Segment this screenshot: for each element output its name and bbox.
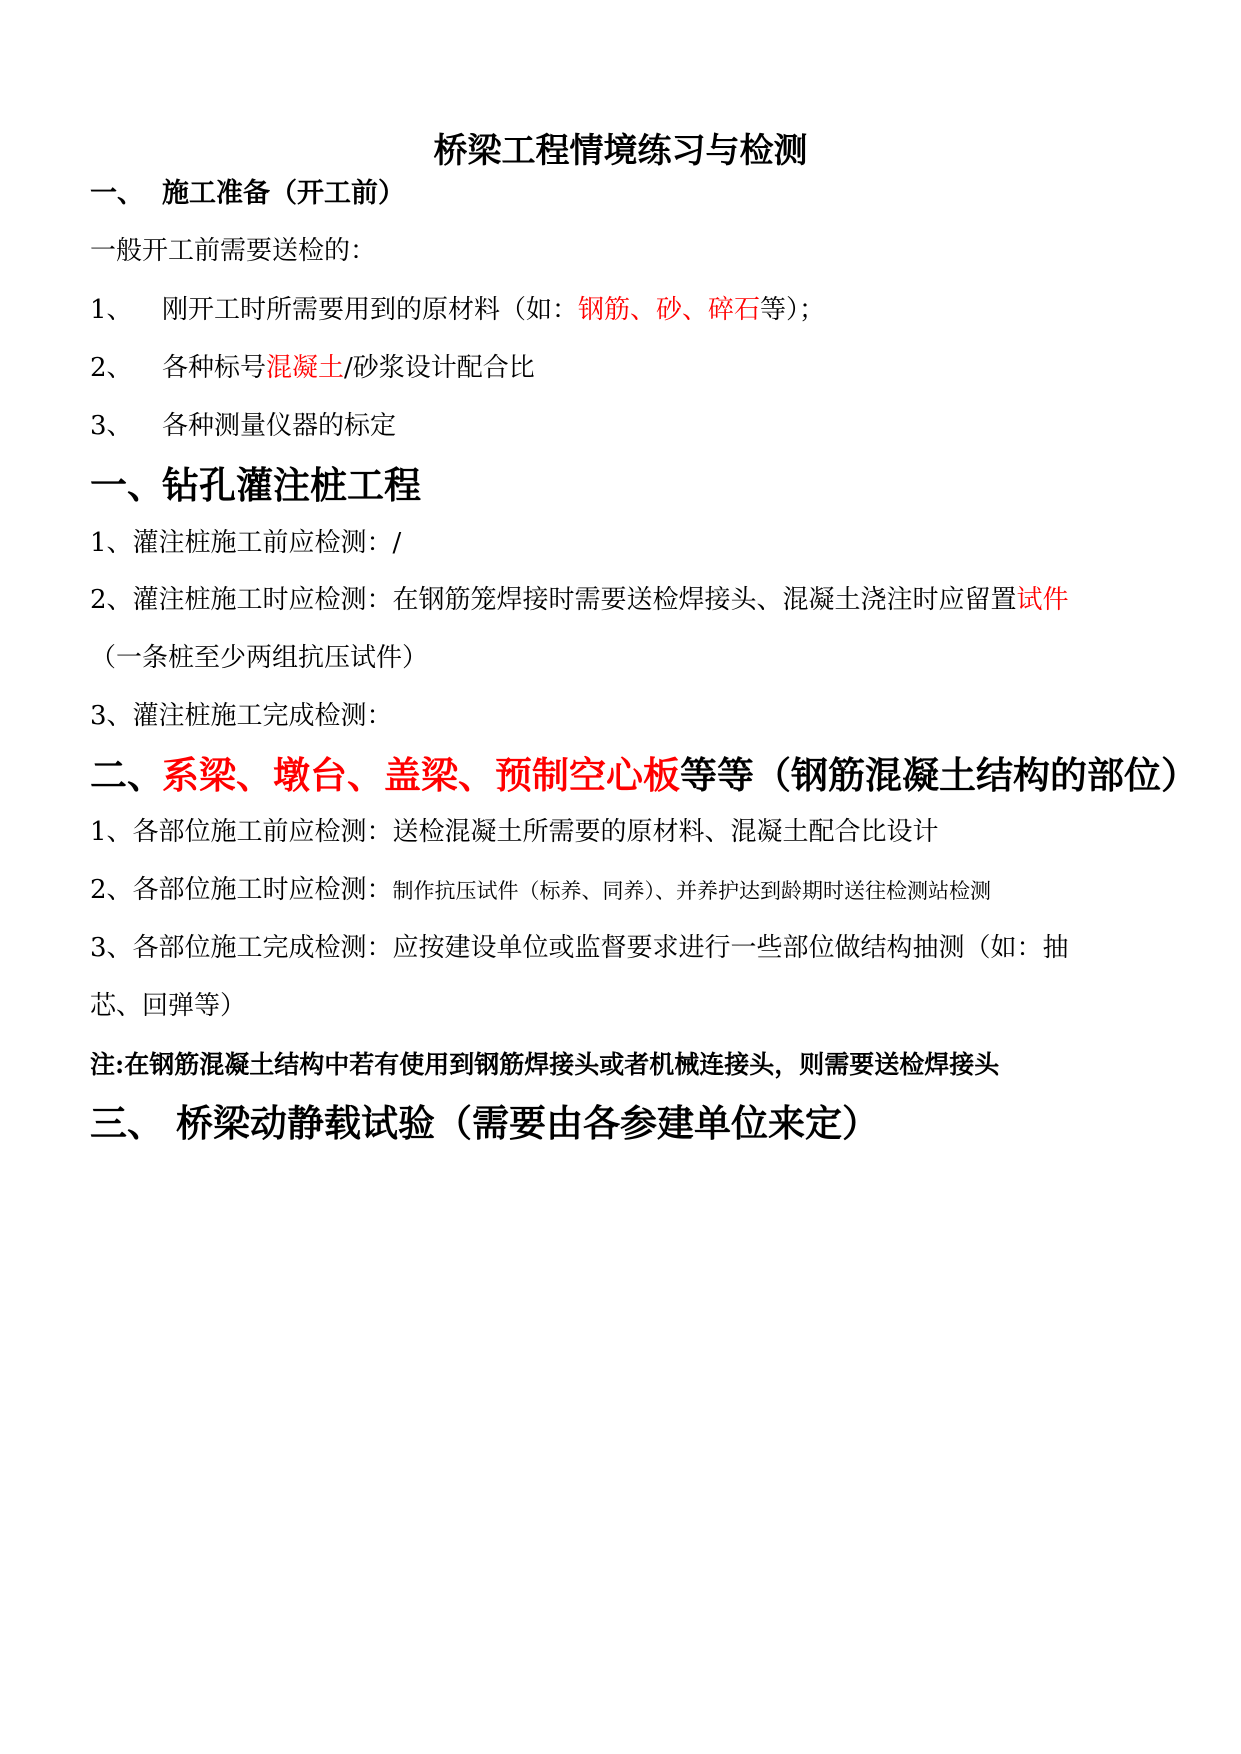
- page-title: 桥梁工程情境练习与检测: [433, 131, 808, 171]
- section-2-item-3-continuation: 芯、回弹等）: [90, 991, 247, 1021]
- item-number: 1、: [90, 295, 133, 325]
- section-1-item-2: [90, 587, 1069, 613]
- item-text-post: 等）；: [760, 295, 826, 325]
- section-2-title-highlight: 系梁、墩台、盖梁、预制空心板: [162, 753, 680, 797]
- item-text-post: /砂浆设计配合比: [344, 353, 535, 383]
- section-1-title: 钻孔灌注桩工程: [162, 463, 421, 507]
- item-number: 2、: [90, 353, 133, 383]
- section-2-number: 二、: [90, 753, 164, 797]
- item-text-highlight: 试件: [1016, 585, 1069, 615]
- item-text-highlight: 钢筋、砂、碎石: [578, 295, 761, 325]
- item-text-pre: 各种标号: [162, 353, 267, 383]
- section-1-item-2-continuation: （一条桩至少两组抗压试件）: [90, 643, 429, 673]
- item-text-highlight: 混凝土: [266, 353, 345, 383]
- section-3-heading: [90, 1101, 879, 1145]
- item-text-detail: 制作抗压试件（标养、同养）、并养护达到龄期时送往检测站检测: [392, 879, 992, 903]
- item-number: 3、: [90, 411, 133, 441]
- item-text-pre: 刚开工时所需要用到的原材料（如：: [162, 295, 579, 325]
- section-3-number: 三、: [90, 1101, 164, 1145]
- section-2-item-1: 1、各部位施工前应检测：送检混凝土所需要的原材料、混凝土配合比设计: [90, 817, 939, 847]
- section-0-item-3: [90, 413, 396, 439]
- section-3-title: 桥梁动静载试验（需要由各参建单位来定）: [176, 1101, 879, 1145]
- section-2-title: 等等（钢筋混凝土结构的部位）: [680, 753, 1198, 797]
- item-text-pre: 2、灌注桩施工时应检测：在钢筋笼焊接时需要送检焊接头、混凝土浇注时应留置: [90, 585, 1017, 615]
- section-0-intro: 一般开工前需要送检的：: [90, 236, 377, 266]
- section-1-number: 一、: [90, 463, 164, 507]
- section-0-number: 一、: [90, 178, 144, 209]
- section-2-item-2: [90, 877, 991, 903]
- section-1-heading: [90, 463, 421, 507]
- section-2-heading: [90, 753, 1198, 797]
- item-text: 各种测量仪器的标定: [162, 411, 397, 441]
- section-2-item-3: 3、各部位施工完成检测：应按建设单位或监督要求进行一些部位做结构抽测（如：抽: [90, 933, 1069, 963]
- section-0-item-1: [90, 297, 825, 323]
- note: 注:在钢筋混凝土结构中若有使用到钢筋焊接头或者机械连接头，则需要送检焊接头: [90, 1050, 1000, 1079]
- section-1-item-1: 1、灌注桩施工前应检测：/: [90, 528, 402, 558]
- section-0-title: 施工准备（开工前）: [162, 178, 405, 209]
- section-1-item-3: 3、灌注桩施工完成检测：: [90, 701, 393, 731]
- item-text-pre: 2、各部位施工时应检测：: [90, 875, 393, 905]
- section-0-heading: [90, 180, 405, 207]
- section-0-item-2: [90, 355, 535, 381]
